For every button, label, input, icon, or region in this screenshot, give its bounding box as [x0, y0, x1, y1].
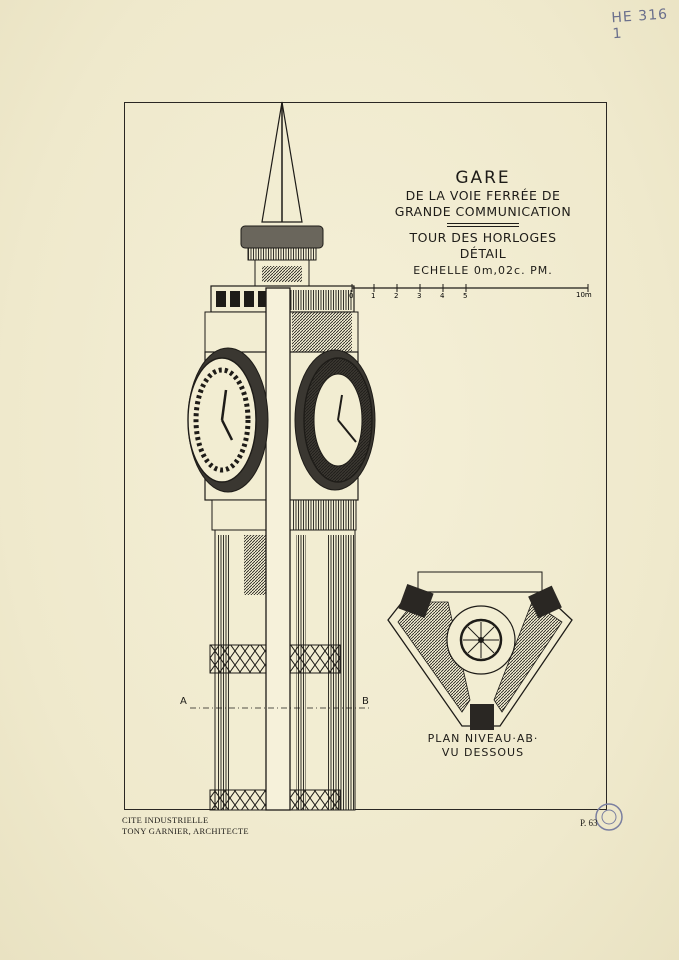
- archive-reference: HE 316 1: [610, 6, 669, 43]
- section-mark-a: A: [180, 696, 188, 707]
- title-line-4: DÉTAIL: [459, 246, 507, 261]
- title-scale: ECHELLE 0m,02c. PM.: [413, 264, 553, 277]
- footer-line-1: CITE INDUSTRIELLE: [122, 815, 209, 825]
- section-mark-b: B: [362, 696, 370, 707]
- scale-label-0: 0: [349, 292, 354, 300]
- footer-line-2: TONY GARNIER, ARCHITECTE: [122, 826, 249, 836]
- scale-bar: [349, 284, 592, 300]
- scale-label-2: 2: [394, 292, 399, 300]
- right-clock: [295, 350, 375, 490]
- plan-caption: [418, 732, 548, 760]
- title-line-2: GRANDE COMMUNICATION: [394, 204, 572, 219]
- plan-caption-line-2: VU DESSOUS: [441, 746, 525, 759]
- footer-credits: [122, 815, 249, 837]
- page-number: P. 63: [580, 818, 598, 828]
- title-block: [378, 168, 588, 277]
- title-line-1: DE LA VOIE FERRÉE DE: [405, 188, 561, 203]
- scale-label-10: 10m: [576, 291, 592, 299]
- scale-label-1: 1: [371, 292, 376, 300]
- title-rule: [447, 223, 519, 227]
- title-main: GARE: [455, 168, 511, 188]
- left-clock: [188, 348, 268, 492]
- plan-view: [388, 572, 572, 730]
- plan-caption-line-1: PLAN NIVEAU·AB·: [427, 732, 539, 745]
- archive-stamp: [596, 804, 622, 830]
- spire: [241, 102, 323, 286]
- scale-label-4: 4: [440, 292, 445, 300]
- title-line-3: TOUR DES HORLOGES: [409, 230, 557, 245]
- scale-label-3: 3: [417, 292, 422, 300]
- scale-label-5: 5: [463, 292, 468, 300]
